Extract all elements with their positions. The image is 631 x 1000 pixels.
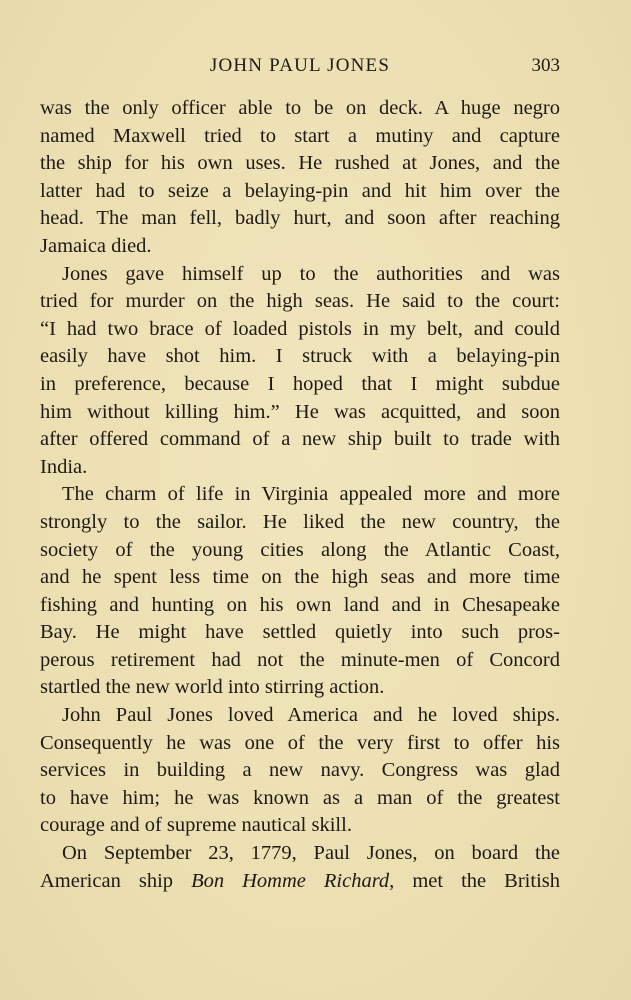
text-segment: American ship bbox=[40, 869, 174, 892]
text-line: head. The man fell, badly hurt, and soon after reaching bbox=[40, 207, 560, 230]
paragraph bbox=[40, 95, 560, 261]
text-line: easily have shot him. I struck with a belaying-pin bbox=[40, 345, 560, 368]
text-line: Bay. He might have settled quietly into such pros- bbox=[40, 621, 560, 644]
text-line: fishing and hunting on his own land and in Chesapeake bbox=[40, 593, 560, 616]
body-text bbox=[40, 95, 560, 895]
text-line: The charm of life in Virginia appealed more and more bbox=[62, 483, 560, 506]
paragraph bbox=[40, 702, 560, 840]
ship-name: Bon Homme Richard, bbox=[191, 869, 395, 892]
text-line: perous retirement had not the minute-men of Concord bbox=[40, 648, 560, 671]
text-line: and he spent less time on the high seas and more time bbox=[40, 566, 560, 589]
text-segment: met the British bbox=[412, 869, 560, 892]
text-line: Jones gave himself up to the authorities and was bbox=[62, 262, 560, 285]
text-line: Consequently he was one of the very first to offer his bbox=[40, 731, 560, 754]
running-title: JOHN PAUL JONES bbox=[209, 55, 391, 76]
text-line: tried for murder on the high seas. He said to the court: bbox=[40, 290, 560, 313]
text-line: strongly to the sailor. He liked the new country, the bbox=[40, 510, 560, 533]
text-line: to have him; he was known as a man of the greatest bbox=[40, 786, 560, 809]
page-number: 303 bbox=[531, 55, 560, 76]
text-line: the ship for his own uses. He rushed at Jones, and the bbox=[40, 152, 560, 175]
text-line: services in building a new navy. Congress was glad bbox=[40, 759, 560, 782]
text-line: courage and of supreme nautical skill. bbox=[40, 814, 352, 837]
text-line: “I had two brace of loaded pistols in my belt, and could bbox=[40, 317, 560, 340]
text-line: named Maxwell tried to start a mutiny and capture bbox=[40, 124, 560, 147]
text-line: Jamaica died. bbox=[40, 234, 152, 257]
paragraph bbox=[40, 840, 560, 895]
text-line bbox=[40, 868, 560, 896]
running-head bbox=[40, 55, 560, 81]
text-line: society of the young cities along the Atlantic Coast, bbox=[40, 538, 560, 561]
text-line: On September 23, 1779, Paul Jones, on board the bbox=[62, 842, 560, 865]
text-line: was the only officer able to be on deck. A huge negro bbox=[40, 97, 560, 119]
text-line: latter had to seize a belaying-pin and hit him over the bbox=[40, 179, 560, 202]
text-line: India. bbox=[40, 455, 88, 478]
text-line: after offered command of a new ship built to trade with bbox=[40, 428, 560, 451]
paragraph bbox=[40, 261, 560, 482]
text-line: John Paul Jones loved America and he loved ships. bbox=[62, 704, 560, 727]
text-line: in preference, because I hoped that I might subdue bbox=[40, 372, 560, 395]
text-line: startled the new world into stirring action. bbox=[40, 676, 385, 699]
paragraph bbox=[40, 481, 560, 702]
text-line: him without killing him.” He was acquitted, and soon bbox=[40, 400, 560, 423]
